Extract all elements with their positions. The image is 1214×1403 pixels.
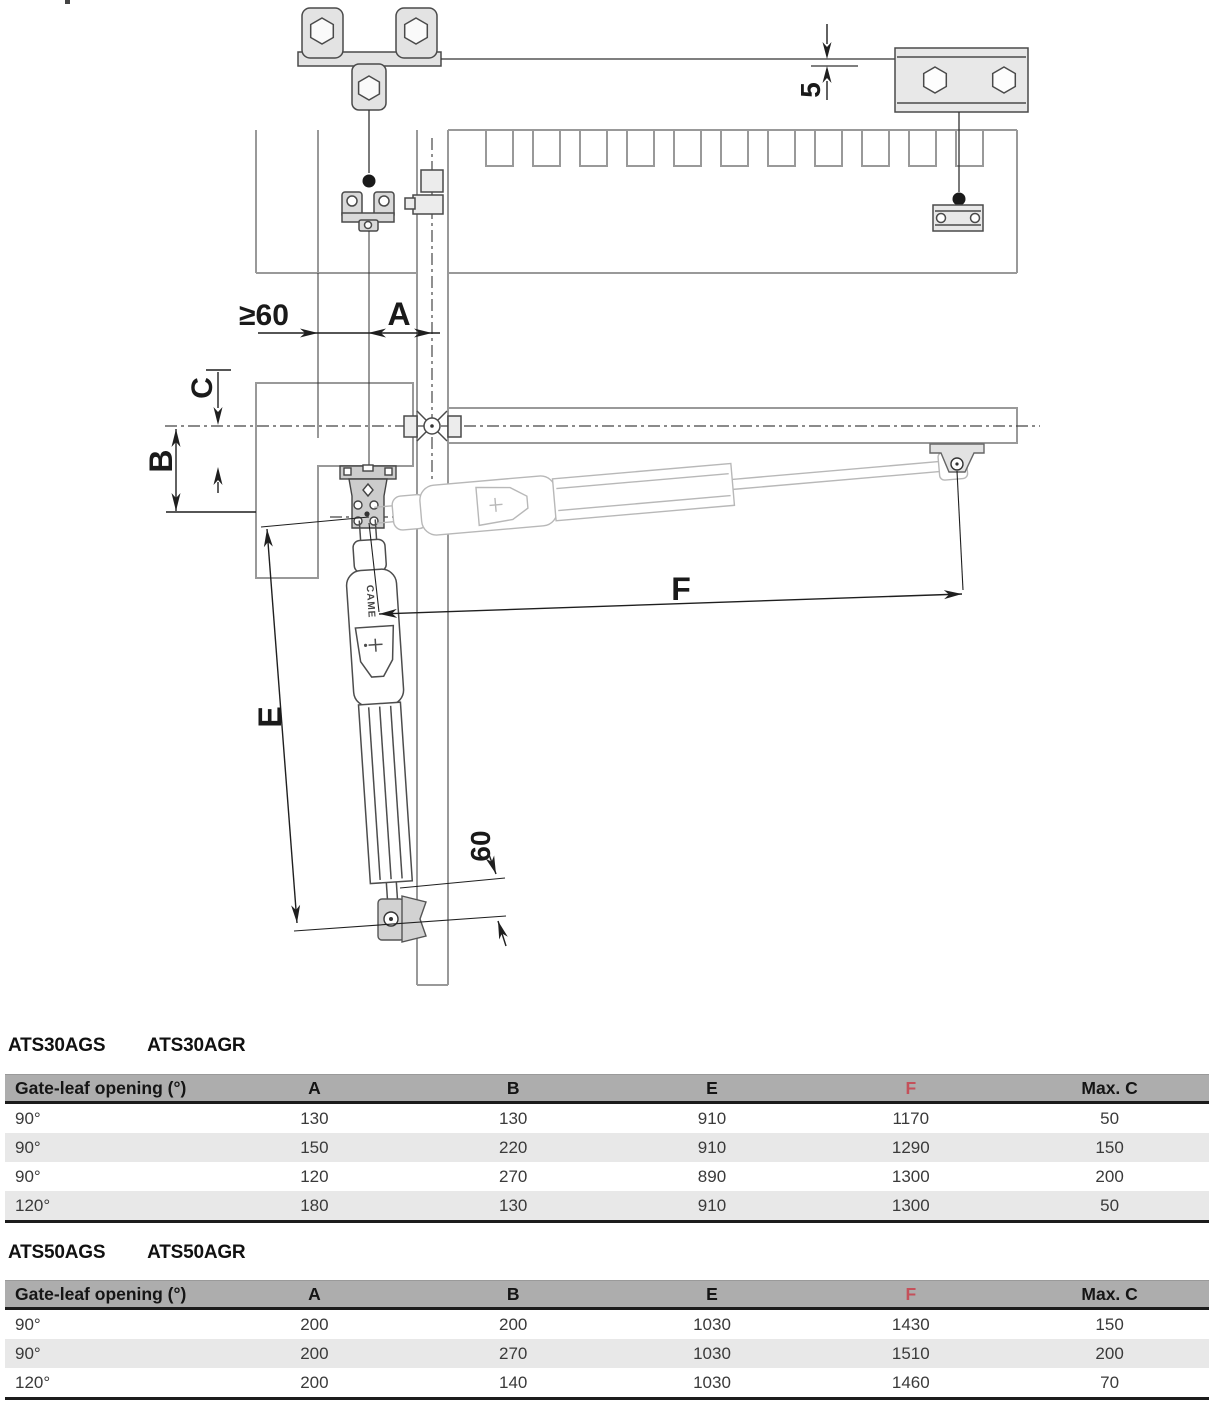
column-header: Max. C [1010, 1075, 1209, 1103]
column-header: B [414, 1281, 613, 1309]
stop-plate [895, 48, 1028, 112]
column-header: E [613, 1281, 812, 1309]
gate-leaf-front [448, 130, 1017, 273]
wall-bracket-front [298, 8, 441, 110]
model-names-ats50 [8, 1242, 245, 1264]
column-header: B [414, 1075, 613, 1103]
hardware [298, 8, 1028, 441]
brand-label: CAME [363, 584, 377, 619]
label-5: 5 [795, 82, 826, 98]
table-row: 90° 120 270 890 1300 200 [15, 1166, 1124, 1186]
column-header: Gate-leaf opening (°) [5, 1075, 215, 1103]
column-header: E [613, 1075, 812, 1103]
table-row: 120° 200 140 1030 1460 70 [5, 1368, 1209, 1399]
front-pivot [364, 511, 369, 516]
spec-table-ats50 [5, 1280, 1209, 1400]
label-f: F [671, 571, 691, 607]
model-name: ATS30AGS [8, 1035, 106, 1056]
table-row: 90° 200 200 1030 1430 150 [15, 1314, 1124, 1334]
hinge-front [405, 170, 443, 214]
bolt-hex [405, 18, 428, 44]
column-header: Gate-leaf opening (°) [5, 1281, 215, 1309]
bolt-hex [993, 67, 1016, 93]
bolt-hex [359, 76, 380, 100]
label-60: 60 [465, 830, 496, 862]
pillar-plan [256, 383, 413, 578]
bolt-hex [311, 18, 334, 44]
spec-table-ats30 [5, 1074, 1209, 1223]
column-header: Max. C [1010, 1281, 1209, 1309]
table-row: 90° 150 220 910 1290 150 [5, 1133, 1209, 1162]
model-name: ATS50AGS [8, 1242, 106, 1263]
actuator-open-ghost [373, 439, 969, 540]
table-row: 120° 180 130 910 1300 50 [5, 1191, 1209, 1222]
label-e: E [252, 706, 288, 728]
column-header: A [215, 1281, 414, 1309]
label-b: B [143, 449, 179, 473]
column-header: F [811, 1075, 1010, 1103]
label-min60: ≥60 [239, 299, 289, 332]
actuator-closed [342, 518, 418, 917]
rear-bracket-closed [378, 896, 426, 942]
model-name: ATS30AGR [147, 1035, 246, 1056]
bolt-hex [924, 67, 947, 93]
column-header: F [811, 1281, 1010, 1309]
label-c: C [186, 377, 219, 399]
pivot-dot [363, 175, 376, 188]
gate-bracket-front [342, 110, 394, 231]
table-row: 90° 130 130 910 1170 50 [15, 1108, 1120, 1128]
table-row: 90° 200 270 1030 1510 200 [5, 1339, 1209, 1368]
label-a: A [387, 296, 411, 332]
crop-artifact [65, 0, 70, 4]
model-name: ATS50AGR [147, 1242, 246, 1263]
column-header: A [215, 1075, 414, 1103]
dim-b [166, 429, 256, 512]
model-names-ats30 [8, 1035, 245, 1057]
